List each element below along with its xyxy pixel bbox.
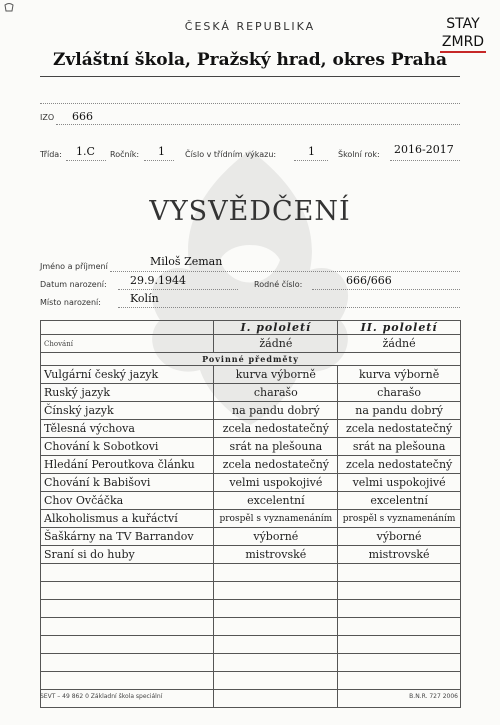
izo-dots [56,124,460,125]
empty-cell [41,582,214,600]
country-heading: ČESKÁ REPUBLIKA [184,20,316,33]
col-header-2: II. pololetí [338,321,461,335]
empty-cell [338,654,461,672]
grade-2-cell: mistrovské [338,546,461,564]
grade-2-cell: velmi uspokojivé [338,474,461,492]
grades-table [40,320,461,708]
empty-cell [214,672,338,690]
empty-row [41,636,461,654]
subject-cell: Ruský jazyk [41,384,214,402]
izo-value: 666 [72,110,93,123]
rok-value: 2016-2017 [394,143,454,156]
corner-mark-icon [3,2,15,14]
table-row [41,402,461,420]
grade-1-cell: prospěl s vyznamenáním [214,510,338,528]
empty-cell [338,564,461,582]
subject-cell: Tělesná výchova [41,420,214,438]
grade-1-cell: velmi uspokojivé [214,474,338,492]
subject-cell: Alkoholismus a kuřáctví [41,510,214,528]
grade-2-cell: výborné [338,528,461,546]
misto-label: Místo narození: [40,298,101,307]
dotted-line [40,103,460,104]
empty-cell [41,636,214,654]
empty-cell [338,582,461,600]
table-row [41,384,461,402]
chovani-grade-2: žádné [338,335,461,353]
empty-cell [214,600,338,618]
grade-1-cell: excelentní [214,492,338,510]
trida-label: Třída: [40,150,62,159]
rok-dots [390,160,460,161]
rok-label: Školní rok: [338,150,380,159]
stamp-line-1: STAY [446,16,480,32]
school-name: Zvláštní škola, Pražský hrad, okres Praha [52,50,448,70]
datum-label: Datum narození: [40,280,107,289]
empty-cell [41,564,214,582]
empty-cell [214,636,338,654]
grade-2-cell: kurva výborně [338,366,461,384]
grade-2-cell: zcela nedostatečný [338,456,461,474]
empty-cell [338,636,461,654]
empty-row [41,618,461,636]
empty-cell [214,618,338,636]
grade-2-cell: excelentní [338,492,461,510]
rocnik-dots [144,160,174,161]
mandatory-header-row [41,353,461,366]
rc-dots [312,289,460,290]
subject-cell: Sraní si do huby [41,546,214,564]
table-row [41,420,461,438]
jmeno-label: Jméno a příjmení [40,262,108,271]
table-row [41,546,461,564]
empty-cell [338,600,461,618]
empty-cell [214,690,338,708]
footer-left: SEVT – 49 862 0 Základní škola speciální [40,693,163,700]
jmeno-dots [110,271,460,272]
subject-cell: Chov Ovčáčka [41,492,214,510]
empty-cell [214,582,338,600]
subject-cell: Šaškárny na TV Barrandov [41,528,214,546]
subject-cell: Chování k Babišovi [41,474,214,492]
empty-cell [214,654,338,672]
col-header-1: I. pololetí [214,321,338,335]
grade-1-cell: srát na plešouna [214,438,338,456]
stamp-line-2: ZMRD [441,34,485,50]
grade-1-cell: mistrovské [214,546,338,564]
subject-cell: Vulgární český jazyk [41,366,214,384]
grade-1-cell: charašo [214,384,338,402]
empty-cell [338,618,461,636]
subject-cell: Chování k Sobotkovi [41,438,214,456]
trida-value: 1.C [76,145,95,158]
grade-2-cell: srát na plešouna [338,438,461,456]
rc-value: 666/666 [346,274,392,287]
misto-dots [118,307,460,308]
empty-cell [41,654,214,672]
empty-cell [41,600,214,618]
chovani-grade-1: žádné [214,335,338,353]
chovani-label: Chování [41,335,214,353]
datum-value: 29.9.1944 [130,274,186,287]
empty-row [41,672,461,690]
empty-cell [338,672,461,690]
table-row [41,456,461,474]
cislo-dots [294,160,328,161]
table-header-row [41,321,461,335]
table-row [41,492,461,510]
chovani-row [41,335,461,353]
table-row [41,474,461,492]
footer-right: B.N.R. 727 2006 [409,693,458,700]
datum-dots [118,289,238,290]
table-row [41,438,461,456]
grade-2-cell: na pandu dobrý [338,402,461,420]
rc-label: Rodné číslo: [254,280,303,289]
subject-cell: Čínský jazyk [41,402,214,420]
jmeno-value: Miloš Zeman [150,255,223,268]
empty-row [41,600,461,618]
trida-dots [66,160,106,161]
table-row [41,528,461,546]
rocnik-label: Ročník: [110,150,140,159]
empty-cell [214,564,338,582]
grade-1-cell: kurva výborně [214,366,338,384]
table-row [41,366,461,384]
rocnik-value: 1 [158,145,165,158]
school-underline [40,76,460,77]
empty-row [41,582,461,600]
grade-1-cell: zcela nedostatečný [214,456,338,474]
certificate-title: VYSVĚDČENÍ [149,196,351,227]
misto-value: Kolín [130,292,159,305]
mandatory-label: Povinné předměty [41,353,461,366]
grade-1-cell: na pandu dobrý [214,402,338,420]
grade-2-cell: zcela nedostatečný [338,420,461,438]
table-row [41,510,461,528]
cislo-label: Číslo v třídním výkazu: [185,150,277,159]
grade-2-cell: prospěl s vyznamenáním [338,510,461,528]
empty-cell [41,618,214,636]
empty-row [41,654,461,672]
empty-row [41,564,461,582]
grade-1-cell: zcela nedostatečný [214,420,338,438]
cislo-value: 1 [308,145,315,158]
header-empty-cell [41,321,214,335]
empty-cell [41,672,214,690]
grade-2-cell: charašo [338,384,461,402]
grade-1-cell: výborné [214,528,338,546]
izo-label: IZO [40,113,55,122]
subject-cell: Hledání Peroutkova článku [41,456,214,474]
